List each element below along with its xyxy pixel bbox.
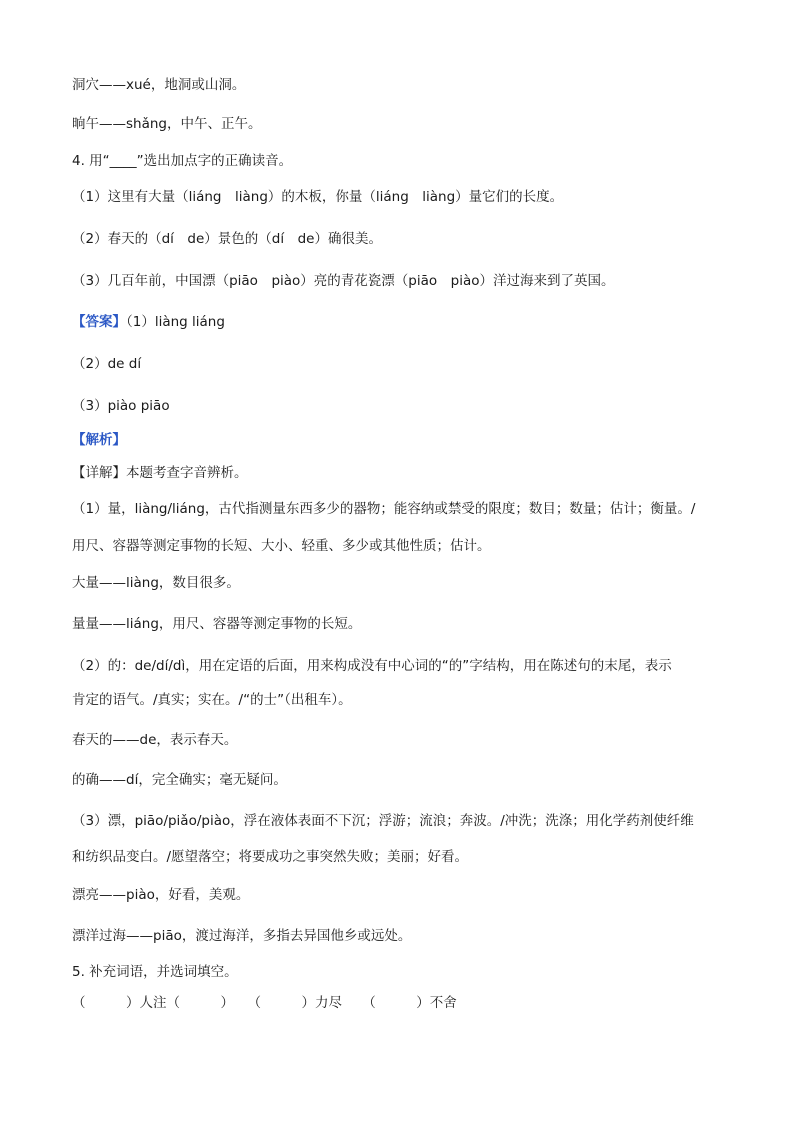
- question-5-blanks: （ ）人注（ ） （ ）力尽 （ ）不舍: [72, 995, 457, 1011]
- analysis-paragraph: （1）量，liàng/liáng，古代指测量东西多少的器物；能容纳或禁受的限度；数目；数量；估计；衡量。/: [72, 501, 696, 517]
- text-line: 漂洋过海——piāo，渡过海洋，多指去异国他乡或远处。: [72, 928, 412, 944]
- analysis-tag-line: [72, 431, 734, 449]
- analysis-paragraph: 肯定的语气。/真实；实在。/“的士”（出租车）。: [72, 692, 352, 708]
- text-line: 漂亮——piào，好看，美观。: [72, 887, 250, 903]
- answer-line: [72, 313, 734, 331]
- question-4-item-2: （2）春天的（dí de）景色的（dí de）确很美。: [72, 231, 382, 247]
- detail-heading: 【详解】本题考查字音辨析。: [72, 465, 248, 481]
- text-line: 大量——liàng，数目很多。: [72, 575, 240, 591]
- text-line: 的确——dí，完全确实；毫无疑问。: [72, 772, 287, 788]
- question-4-item-1: （1）这里有大量（liáng liàng）的木板，你量（liáng liàng）量它们的长度。: [72, 189, 564, 205]
- analysis-paragraph: 用尺、容器等测定事物的长短、大小、轻重、多少或其他性质；估计。: [72, 538, 491, 554]
- text-line: 春天的——de，表示春天。: [72, 732, 238, 748]
- text-line: 量量——liáng，用尺、容器等测定事物的长短。: [72, 616, 362, 632]
- text-line: 晌午——shǎng，中午、正午。: [72, 116, 262, 132]
- answer-item-2: （2）de dí: [72, 356, 142, 372]
- question-4-title: 4. 用“____”选出加点字的正确读音。: [72, 153, 293, 169]
- analysis-paragraph: （2）的：de/dí/dì，用在定语的后面，用来构成没有中心词的“的”字结构，用在陈述句的末尾，表示: [72, 658, 672, 674]
- analysis-tag: 【解析】: [72, 432, 126, 448]
- question-5-title: 5. 补充词语，并选词填空。: [72, 964, 238, 980]
- answer-text: （1）liàng liáng: [126, 314, 225, 330]
- analysis-paragraph: 和纺织品变白。/愿望落空；将要成功之事突然失败；美丽；好看。: [72, 849, 469, 865]
- answer-item-3: （3）piào piāo: [72, 398, 170, 414]
- answer-tag: 【答案】: [72, 314, 126, 330]
- question-4-item-3: （3）几百年前，中国漂（piāo piào）亮的青花瓷漂（piāo piào）洋过海来到了英国。: [72, 273, 615, 289]
- text-line: 洞穴——xué，地洞或山洞。: [72, 77, 246, 93]
- analysis-paragraph: （3）漂，piāo/piǎo/piào，浮在液体表面不下沉；浮游；流浪；奔波。/冲洗；洗涤；用化学药剂使纤维: [72, 813, 694, 829]
